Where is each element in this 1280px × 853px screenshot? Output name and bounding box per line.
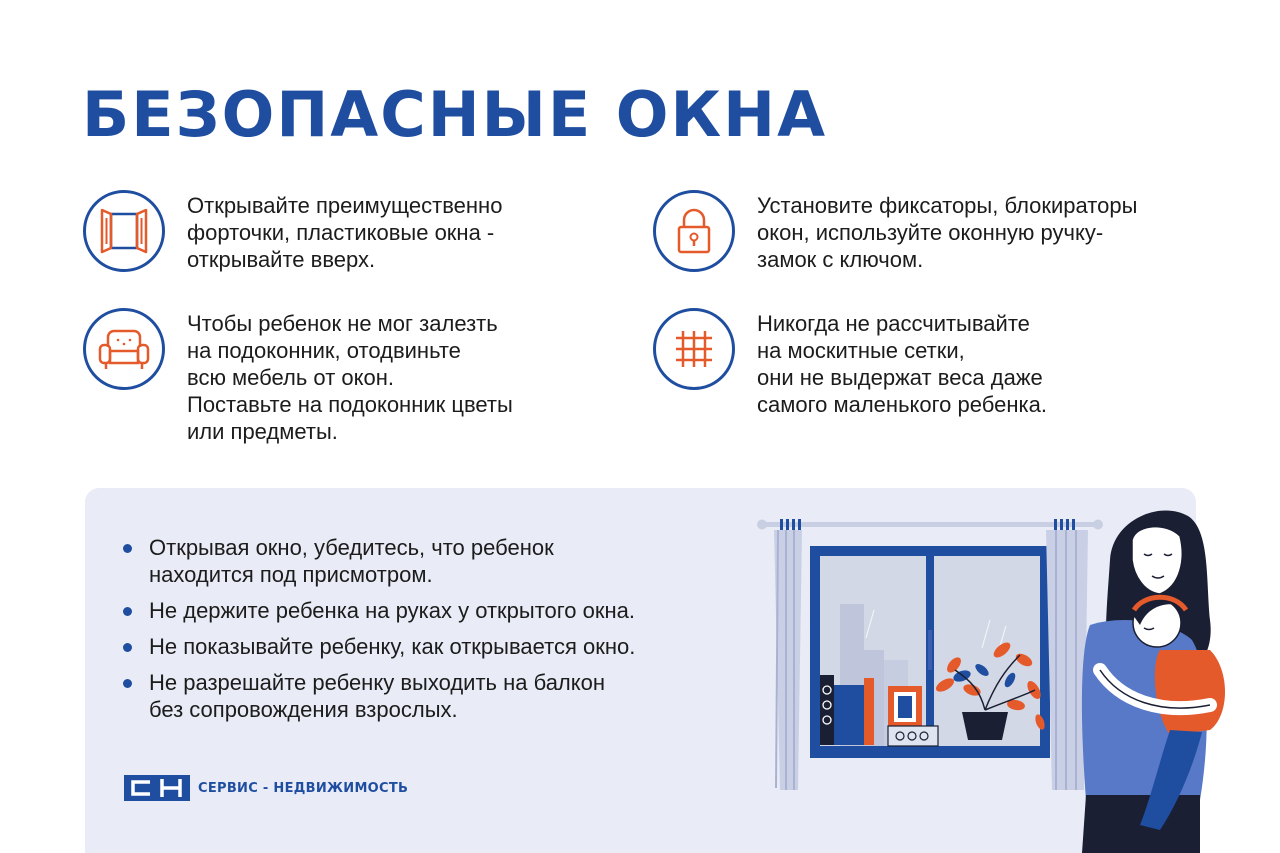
armchair-icon xyxy=(83,308,165,390)
padlock-icon xyxy=(653,190,735,272)
bullet-dot xyxy=(123,643,132,652)
list-item: Не показывайте ребенку, как открывается окно. xyxy=(122,633,635,660)
list-item: Не держите ребенка на руках у открытого окна. xyxy=(122,597,635,624)
tip-text: Открывайте преимущественно форточки, пластиковые окна - открывайте вверх. xyxy=(187,193,503,272)
tip-text: Никогда не рассчитывайте на москитные сетки, они не выдержат веса даже самого маленького ребенка. xyxy=(757,311,1047,417)
company-logo xyxy=(124,775,408,801)
bullet-dot xyxy=(123,679,132,688)
mother-child-window-illustration xyxy=(740,500,1260,853)
bullet-dot xyxy=(123,607,132,616)
tip-text: Установите фиксаторы, блокираторы окон, используйте оконную ручку- замок с ключом. xyxy=(757,193,1138,272)
logo-text: СЕРВИС - НЕДВИЖИМОСТЬ xyxy=(198,780,409,796)
open-window-icon xyxy=(83,190,165,272)
tip-lock xyxy=(653,190,1137,273)
bullet-list xyxy=(122,534,635,732)
logo-mark-icon xyxy=(124,775,190,801)
bullet-dot xyxy=(123,544,132,553)
tip-mosquito-net xyxy=(653,308,1047,418)
page-title: БЕЗОПАСНЫЕ ОКНА xyxy=(82,78,828,151)
tip-text: Чтобы ребенок не мог залезть на подоконник, отодвиньте всю мебель от окон. Поставьте на подоконник цветы или предметы. xyxy=(187,311,513,444)
list-item: Открывая окно, убедитесь, что ребенок находится под присмотром. xyxy=(122,534,635,588)
list-item: Не разрешайте ребенку выходить на балкон без сопровождения взрослых. xyxy=(122,669,635,723)
mosquito-net-icon xyxy=(653,308,735,390)
tip-open-window xyxy=(83,190,502,273)
tip-furniture xyxy=(83,308,513,445)
